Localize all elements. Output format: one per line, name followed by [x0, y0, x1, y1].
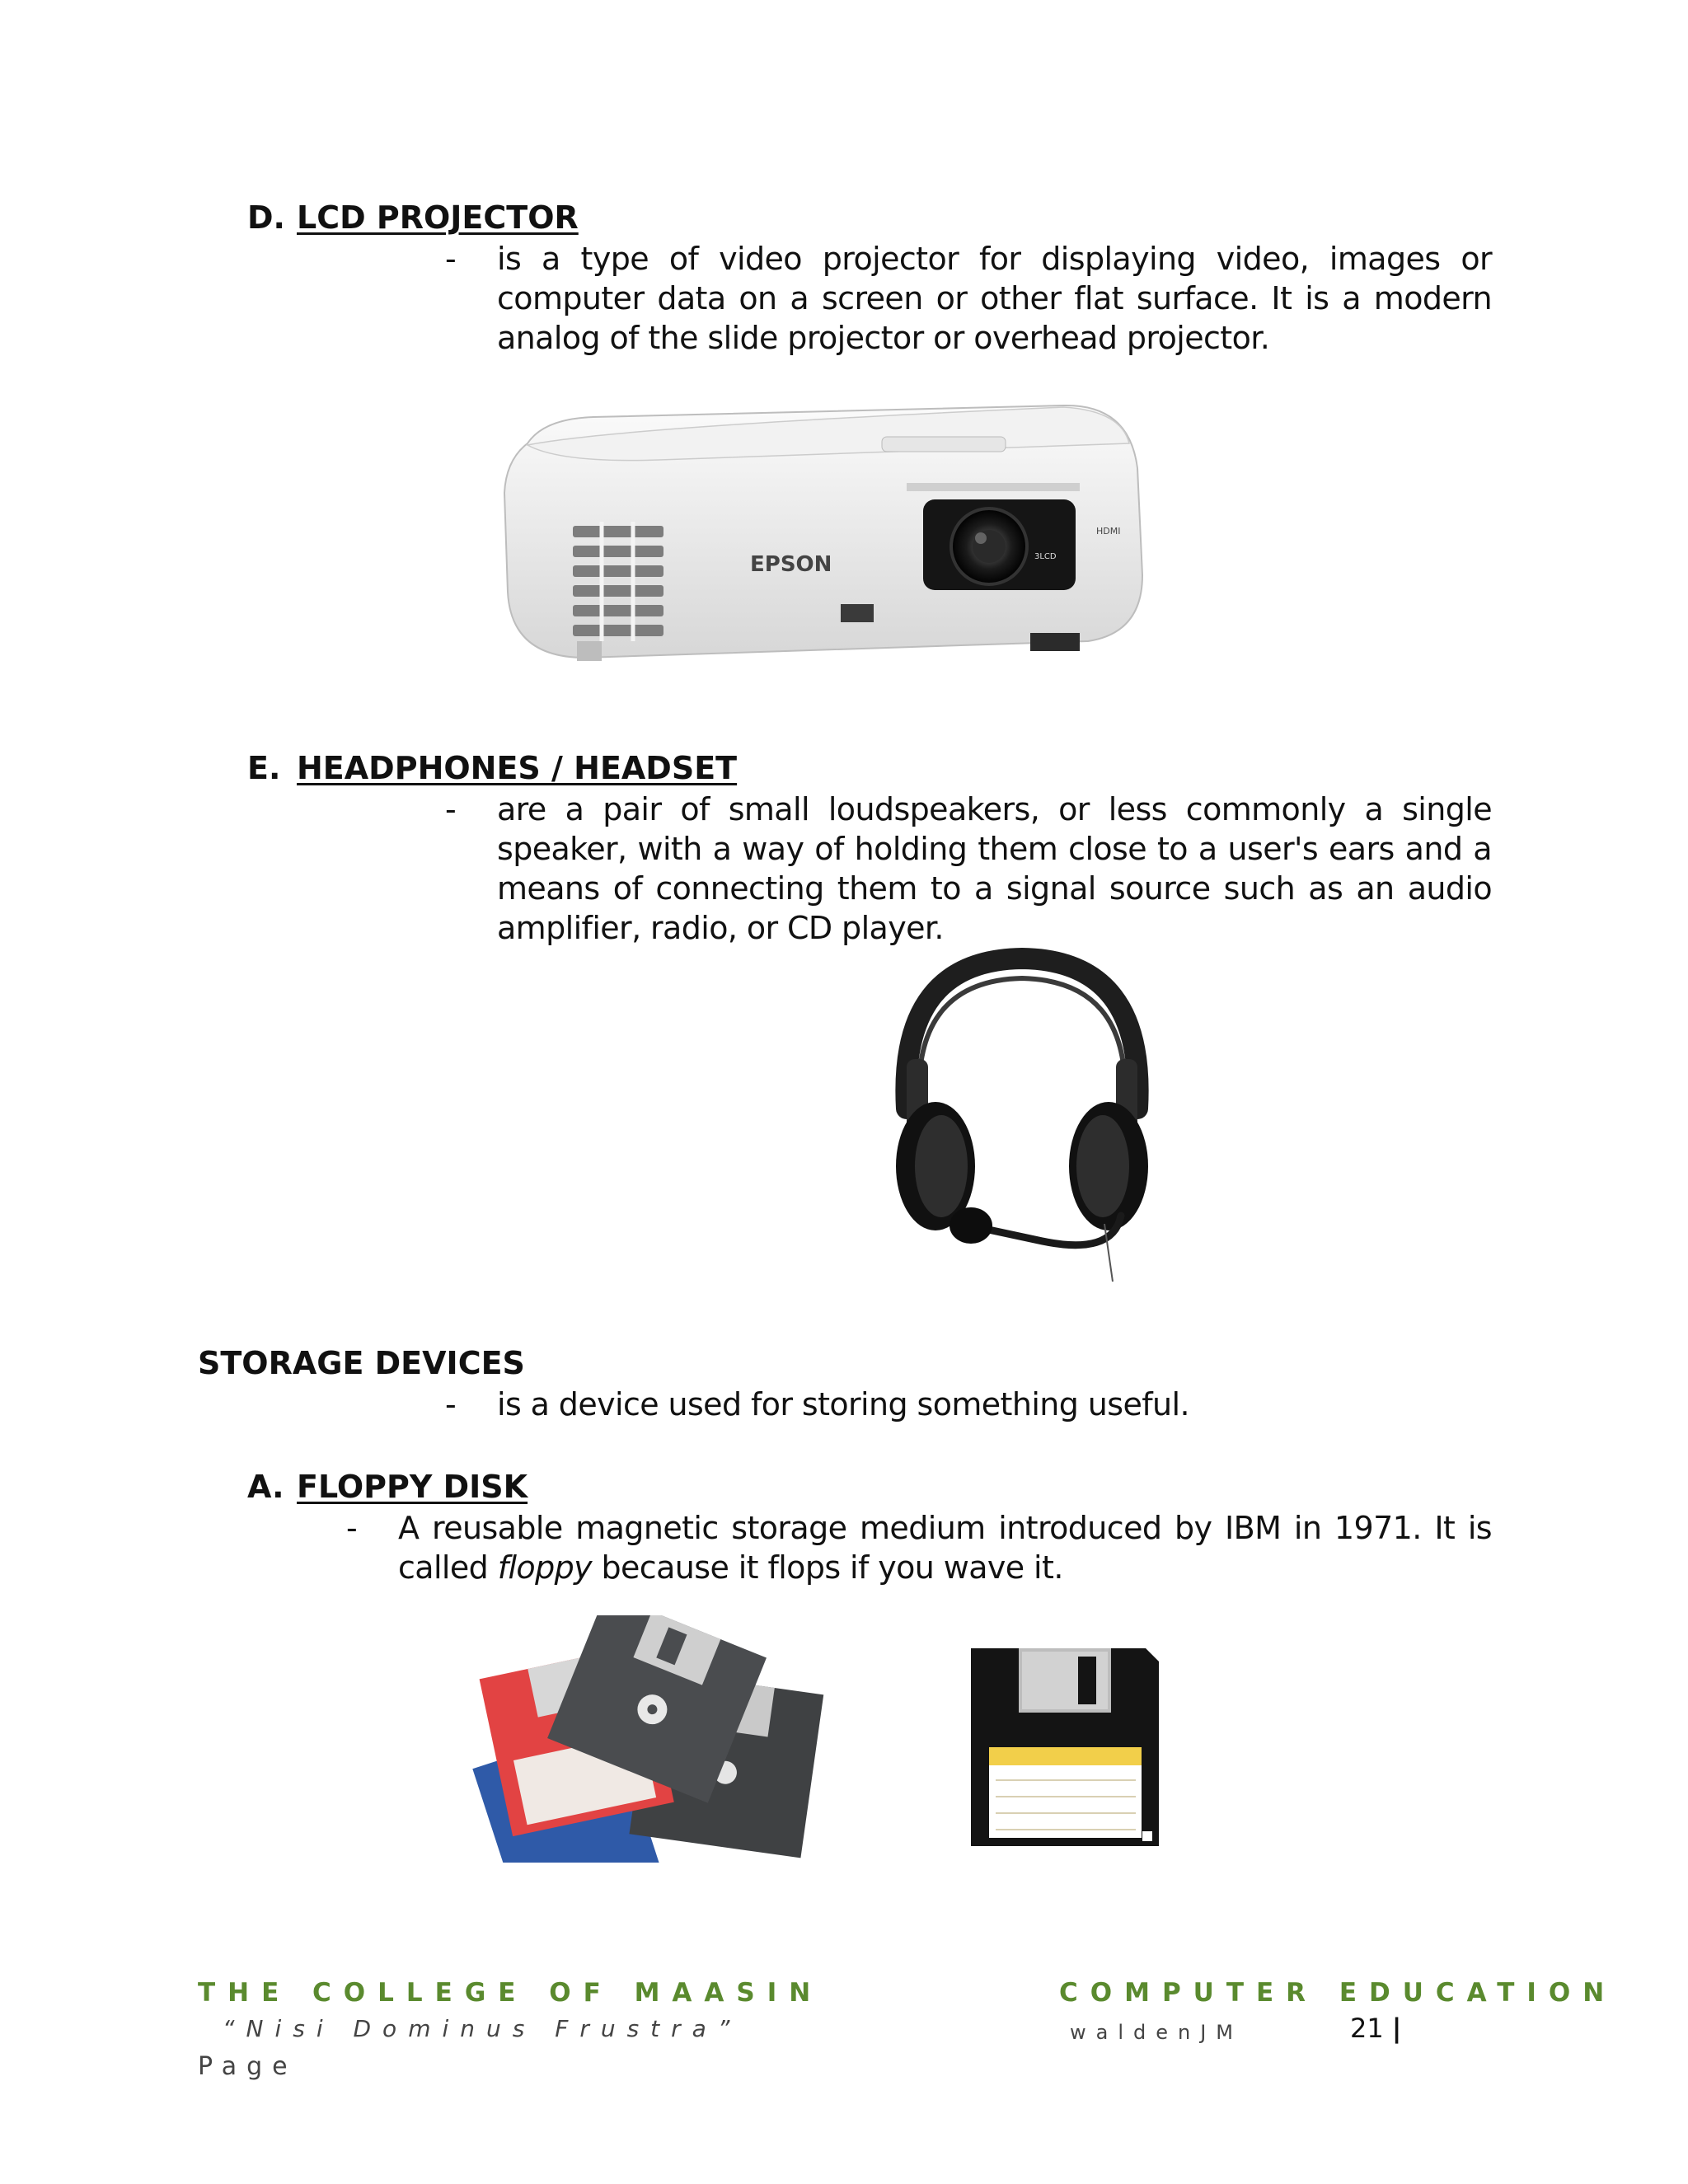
lcd-projector-title: LCD PROJECTOR: [297, 199, 579, 236]
floppy-disk-image: [971, 1648, 1160, 1846]
page-number-bar: |: [1391, 2013, 1402, 2044]
footer-motto: “Nisi Dominus Frustra”: [223, 2015, 742, 2042]
floppy-stack-image: [449, 1615, 841, 1863]
lcd-projector-dash: -: [445, 241, 457, 277]
projector-brand: EPSON: [750, 552, 832, 577]
svg-text:3LCD: 3LCD: [1034, 552, 1057, 561]
floppy-description-start: A reusable magnetic storage medium introduced by IBM in 1971. It is called: [398, 1510, 1492, 1586]
footer-page-label: Page: [198, 2052, 298, 2081]
footer-college-name: THE COLLEGE OF MAASIN: [198, 1978, 823, 2008]
floppy-disk-heading: [247, 1467, 528, 1507]
floppy-dash: -: [346, 1510, 358, 1546]
headphones-dash: -: [445, 791, 457, 827]
headphones-title: HEADPHONES / HEADSET: [297, 750, 738, 786]
floppy-disk-title: FLOPPY DISK: [297, 1469, 528, 1505]
footer-author: waldenJM: [1070, 2021, 1243, 2044]
storage-dash: -: [445, 1386, 457, 1422]
footer-department: COMPUTER EDUCATION: [1059, 1978, 1617, 2008]
headphones-heading: [247, 748, 737, 788]
lcd-projector-letter: D.: [247, 199, 285, 236]
headphones-letter: E.: [247, 750, 281, 786]
svg-text:HDMI: HDMI: [1096, 526, 1121, 537]
headset-image: [874, 944, 1170, 1290]
headphones-description: are a pair of small loudspeakers, or less commonly a single speaker, with a way of holding them close to a user's ears and a means of connecting them to a signal source such as an audio amplifier, radio, or CD player.: [497, 791, 1492, 946]
lcd-projector-heading: [247, 198, 579, 237]
floppy-description-end: because it flops if you wave it.: [592, 1549, 1063, 1586]
storage-devices-heading: STORAGE DEVICES: [198, 1345, 525, 1381]
floppy-emphasis: floppy: [497, 1549, 593, 1586]
floppy-description: [398, 1508, 1492, 1587]
projector-image: [495, 394, 1146, 674]
lcd-projector-description: is a type of video projector for displaying video, images or computer data on a screen or other flat surface. It is a modern analog of the slide projector or overhead projector.: [497, 241, 1492, 356]
floppy-disk-letter: A.: [247, 1469, 284, 1505]
storage-description: is a device used for storing something useful.: [497, 1386, 1189, 1422]
page-number: [1350, 2013, 1401, 2044]
page-number-value: 21: [1350, 2013, 1384, 2044]
